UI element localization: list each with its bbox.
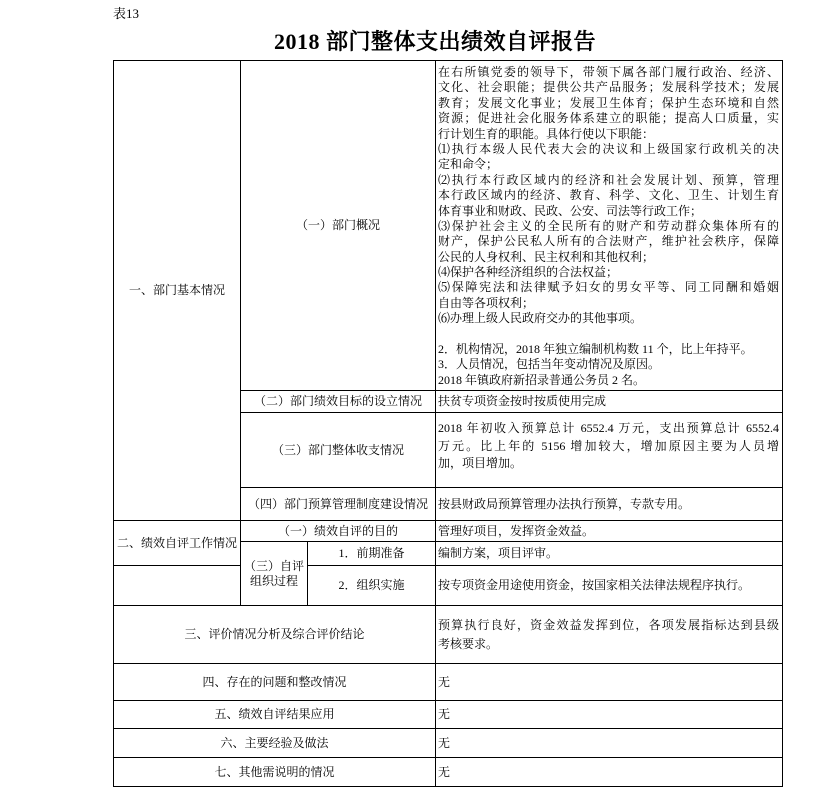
table-number: 表13 bbox=[113, 6, 140, 21]
section-6-heading: 六、主要经验及做法 bbox=[114, 729, 436, 758]
process-label-line: 组织过程 bbox=[249, 573, 298, 588]
budget-content bbox=[436, 413, 783, 488]
overview-line: ⑶保护社会主义的全民所有的财产和劳动群众集体所有的 bbox=[438, 218, 780, 233]
conclusion-line: 预算执行良好，资金效益发挥到位，各项发展指标达到县级 bbox=[438, 617, 780, 632]
overview-line: ⑴执行本级人民代表大会的决议和上级国家行政机关的决 bbox=[438, 141, 780, 156]
prep-content: 编制方案，项目评审。 bbox=[436, 542, 783, 566]
section-7-heading: 七、其他需说明的情况 bbox=[114, 758, 436, 787]
overview-label: （一）部门概况 bbox=[241, 61, 436, 391]
experience-content: 无 bbox=[436, 729, 783, 758]
overview-line: 自由等各项权利； bbox=[438, 295, 535, 310]
section-2-blank-cell bbox=[114, 566, 241, 606]
row-problems bbox=[114, 664, 783, 701]
implement-content: 按专项资金用途使用资金，按国家相关法律法规程序执行。 bbox=[436, 566, 783, 606]
section-3-heading: 三、评价情况分析及综合评价结论 bbox=[114, 606, 436, 664]
overview-line: 本行政区域内的经济、教育、科学、文化、卫生、计划生育 bbox=[438, 188, 780, 203]
overview-line: 在右所镇党委的领导下，带领下属各部门履行政治、经济、 bbox=[438, 65, 780, 79]
conclusion-content bbox=[436, 606, 783, 664]
goals-content: 扶贫专项资金按时按质使用完成 bbox=[436, 391, 783, 413]
overview-line: 财产，保护公民私人所有的合法财产，维护社会秩序，保障 bbox=[438, 234, 780, 249]
row-result-application bbox=[114, 701, 783, 729]
system-content: 按县财政局预算管理办法执行预算，专款专用。 bbox=[436, 488, 783, 521]
system-label: （四）部门预算管理制度建设情况 bbox=[241, 488, 436, 521]
overview-line: ⑷保护各种经济组织的合法权益； bbox=[438, 265, 619, 280]
process-label bbox=[241, 542, 308, 606]
overview-line: 文化、社会职能；提供公共产品服务；发展科学技术；发展 bbox=[438, 80, 780, 95]
budget-line: 加，项目增加。 bbox=[438, 456, 523, 470]
overview-content bbox=[436, 61, 783, 391]
overview-note: 2018 年镇政府新招录普通公务员 2 名。 bbox=[438, 372, 646, 387]
section-5-heading: 五、绩效自评结果应用 bbox=[114, 701, 436, 729]
implement-label: 2．组织实施 bbox=[308, 566, 436, 606]
budget-line: 2018 年初收入预算总计 6552.4 万元，支出预算总计 6552.4 bbox=[438, 421, 780, 435]
overview-line: ⑸保障宪法和法律赋予妇女的男女平等、同工同酬和婚姻 bbox=[438, 280, 780, 295]
application-content: 无 bbox=[436, 701, 783, 729]
overview-line: 体育事业和财政、民政、公安、司法等行政工作； bbox=[438, 203, 703, 218]
conclusion-line: 考核要求。 bbox=[438, 636, 499, 651]
other-notes-content: 无 bbox=[436, 758, 783, 787]
row-experience bbox=[114, 729, 783, 758]
overview-line: ⑵执行本行政区域内的经济和社会发展计划、预算，管理 bbox=[438, 172, 780, 187]
overview-note: 3．人员情况，包括当年变动情况及原因。 bbox=[438, 357, 661, 372]
goals-label: （二）部门绩效目标的设立情况 bbox=[241, 391, 436, 413]
section-4-heading: 四、存在的问题和整改情况 bbox=[114, 664, 436, 701]
overview-line: 公民的人身权利、民主权利和其他权利； bbox=[438, 249, 655, 264]
row-other-notes bbox=[114, 758, 783, 787]
overview-line: 定和命令； bbox=[438, 157, 499, 172]
purpose-content: 管理好项目，发挥资金效益。 bbox=[436, 521, 783, 542]
paragraph-spacer bbox=[438, 327, 779, 342]
section-1-heading: 一、部门基本情况 bbox=[114, 61, 241, 521]
row-dept-overview bbox=[114, 61, 783, 391]
purpose-label: （一）绩效自评的目的 bbox=[241, 521, 436, 542]
process-label-line: （三）自评 bbox=[243, 558, 304, 573]
prep-label: 1．前期准备 bbox=[308, 542, 436, 566]
row-evaluation-conclusion bbox=[114, 606, 783, 664]
overview-line: 教育；发展文化事业；发展卫生体育；保护生态环境和自然 bbox=[438, 95, 780, 110]
overview-note: 2．机构情况，2018 年独立编制机构数 11 个，比上年持平。 bbox=[438, 342, 753, 357]
row-eval-purpose bbox=[114, 521, 783, 542]
overview-line: ⑹办理上级人民政府交办的其他事项。 bbox=[438, 311, 643, 326]
overview-line: 行计划生育的职能。具体行使以下职能： bbox=[438, 126, 655, 141]
budget-label: （三）部门整体收支情况 bbox=[241, 413, 436, 488]
budget-line: 万元。比上年的 5156 增加较大，增加原因主要为人员增 bbox=[438, 438, 780, 453]
row-eval-implement bbox=[114, 566, 783, 606]
report-title: 2018 部门整体支出绩效自评报告 bbox=[273, 29, 596, 54]
section-2-heading: 二、绩效自评工作情况 bbox=[114, 521, 241, 566]
self-evaluation-table bbox=[113, 60, 783, 787]
problems-content: 无 bbox=[436, 664, 783, 701]
overview-line: 资源；促进社会化服务体系建立的职能；提高人口质量，实 bbox=[438, 111, 780, 126]
